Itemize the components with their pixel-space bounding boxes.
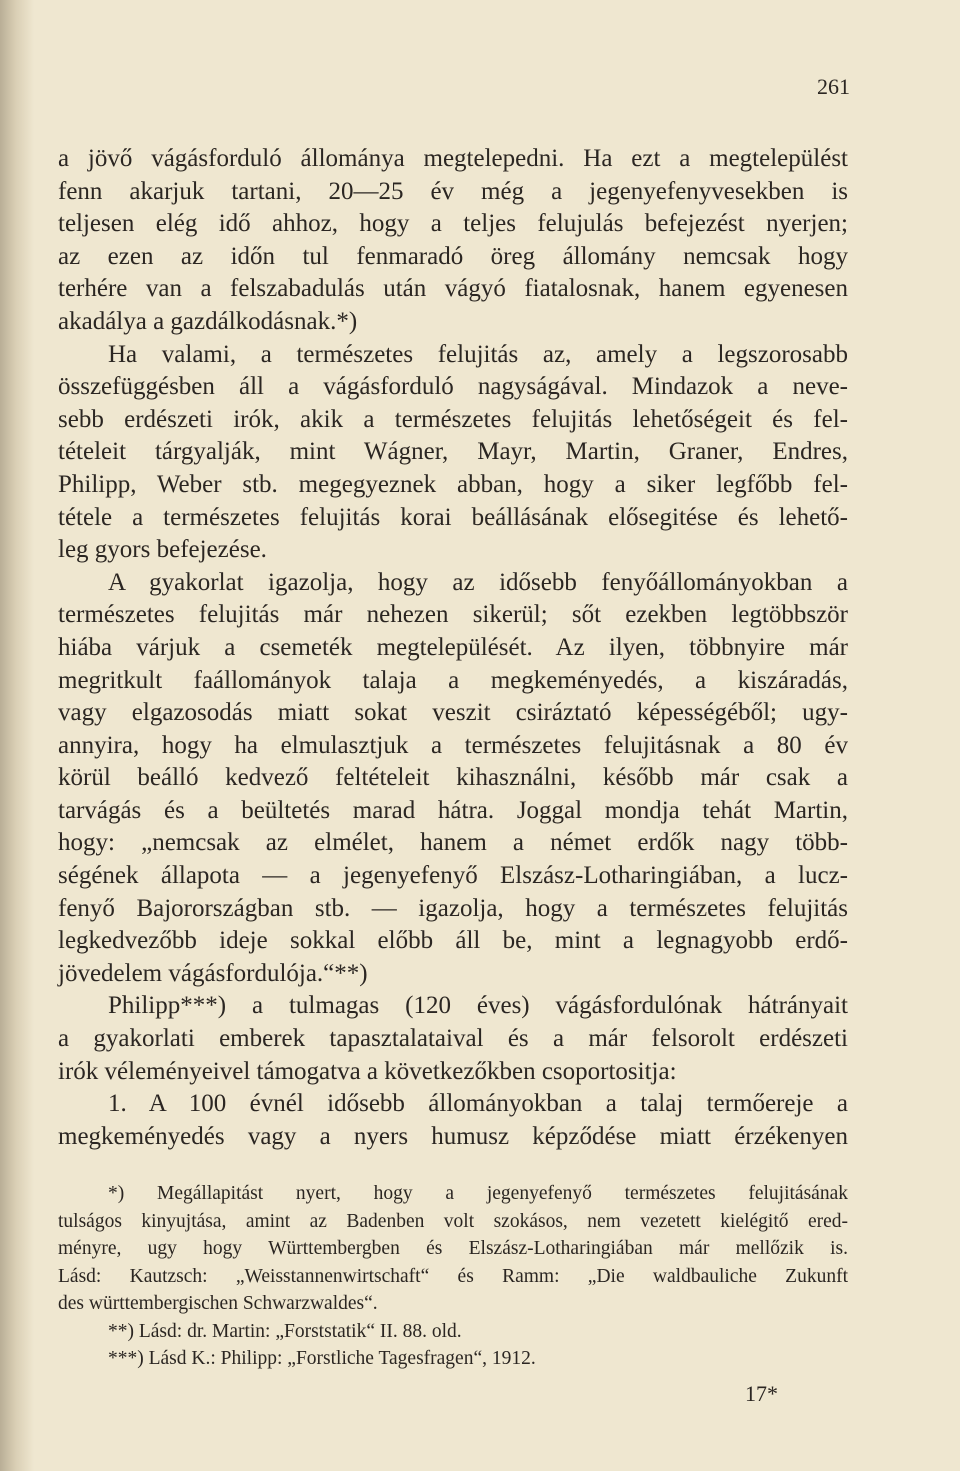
footnote-line: ményre, ugy hogy Württembergben és Elszász-Lotharingiában már mellőzik is. — [58, 1238, 848, 1259]
signature-mark: 17* — [745, 1381, 778, 1406]
page-number: 261 — [817, 74, 850, 99]
footnote-line: des württembergischen Schwarzwaldes“. — [58, 1293, 378, 1314]
text-line: Ha valami, a természetes felujitás az, amely a legszorosabb — [108, 340, 848, 368]
text-line: leg gyors befejezése. — [58, 536, 267, 564]
footnote-line: Lásd: Kautzsch: „Weisstannenwirtschaft“ és Ramm: „Die waldbauliche Zukunft — [58, 1265, 848, 1287]
text-line: terhére van a felszabadulás után vágyó fiatalosnak, hanem egyenesen — [58, 275, 848, 303]
text-line: Philipp, Weber stb. megegyeznek abban, hogy a siker legfőbb fel- — [58, 470, 848, 498]
text-line: összefüggésben áll a vágásforduló nagyságával. Mindazok a neve- — [58, 373, 848, 401]
footnote-line: **) Lásd: dr. Martin: „Forststatik“ II. 88. old. — [108, 1320, 462, 1342]
book-spine-shadow — [0, 0, 34, 1471]
text-line: a jövő vágásforduló állománya megtelepedni. Ha ezt a megtelepülést — [58, 145, 848, 172]
text-line: megkeményedés vagy a nyers humusz képződése miatt érzékenyen — [58, 1122, 848, 1150]
footnote-line: *) Megállapitást nyert, hogy a jegenyefenyő természetes felujitásának — [108, 1183, 848, 1204]
text-line: fenyő Bajorországban stb. — igazolja, hogy a természetes felujitás — [58, 894, 848, 922]
text-line: körül beálló kedvező feltételeit kihasználni, később már csak a — [58, 764, 848, 792]
footnote-line: tulságos kinyujtása, amint az Badenben volt szokásos, nem vezetett kielégitő ered- — [58, 1210, 848, 1232]
text-line: jövedelem vágásfordulója.“**) — [58, 959, 368, 987]
text-line: Philipp***) a tulmagas (120 éves) vágásfordulónak hátrányait — [108, 992, 848, 1020]
text-line: hiába várjuk a csemeték megtelepülését. Az ilyen, többnyire már — [58, 633, 848, 661]
text-line: tételeit tárgyalják, mint Wágner, Mayr, Martin, Graner, Endres, — [58, 438, 848, 466]
body-text — [58, 143, 848, 1153]
text-line: tétele a természetes felujitás korai beállásának elősegitése és lehető- — [58, 503, 848, 531]
text-line: vagy elgazosodás miatt sokat veszit csiráztató képességéből; ugy- — [58, 699, 848, 727]
text-line: akadálya a gazdálkodásnak.*) — [58, 307, 358, 335]
text-line: 1. A 100 évnél idősebb állományokban a talaj termőereje a — [108, 1090, 848, 1118]
text-line: hogy: „nemcsak az elmélet, hanem a német erdők nagy több- — [58, 829, 848, 857]
text-line: teljesen elég idő ahhoz, hogy a teljes felujulás befejezést nyerjen; — [58, 210, 848, 238]
text-line: tarvágás és a beültetés marad hátra. Joggal mondja tehát Martin, — [58, 796, 848, 824]
text-line: természetes felujitás már nehezen sikerül; sőt ezekben legtöbbször — [58, 601, 848, 629]
footnotes — [58, 1180, 848, 1373]
text-line: az ezen az időn tul fenmaradó öreg állomány nemcsak hogy — [58, 242, 848, 270]
text-line: legkedvezőbb ideje sokkal előbb áll be, mint a legnagyobb erdő- — [58, 927, 848, 955]
text-line: fenn akarjuk tartani, 20—25 év még a jegenyefenyvesekben is — [58, 177, 848, 205]
text-line: annyira, hogy ha elmulasztjuk a természetes felujitásnak a 80 év — [58, 731, 848, 759]
text-line: ségének állapota — a jegenyefenyő Elszász-Lotharingiában, a lucz- — [58, 862, 848, 890]
text-line: irók véleményeivel támogatva a következőkben csoportositja: — [58, 1057, 677, 1085]
footnote-line: ***) Lásd K.: Philipp: „Forstliche Tagesfragen“, 1912. — [108, 1348, 536, 1369]
text-line: megritkult faállományok talaja a megkeményedés, a kiszáradás, — [58, 666, 848, 694]
text-line: sebb erdészeti irók, akik a természetes felujitás lehetőségeit és fel- — [58, 405, 848, 433]
text-line: a gyakorlati emberek tapasztalataival és a már felsorolt erdészeti — [58, 1025, 848, 1053]
text-line: A gyakorlat igazolja, hogy az idősebb fenyőállományokban a — [108, 568, 848, 596]
